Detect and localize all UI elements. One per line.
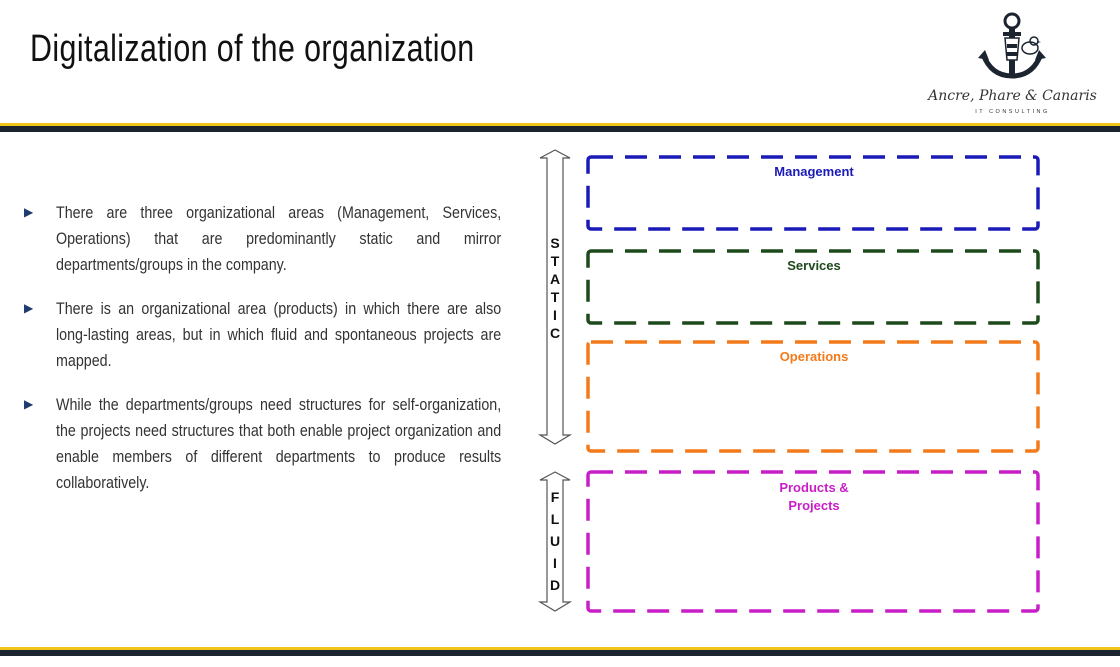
page-title: Digitalization of the organization [30,28,475,70]
triangle-right-icon: ▶ [24,397,34,411]
organization-diagram [530,140,1060,625]
operations-label: Operations [779,349,849,364]
company-logo [920,8,1105,120]
static-letter: I [553,307,557,323]
anchor-lighthouse-canary-icon [975,8,1050,83]
bullet-text: There are three organizational areas (Management, Services, Operations) that are predominantly static and mirror departments/groups in the company. [56,203,502,274]
bullet-text: While the departments/groups need structures for self-organization, the projects need structures that both enable project organization and enable members of different departments to produce results collaboratively. [56,395,502,492]
fluid-letter: U [549,533,561,549]
static-letter: S [550,235,560,251]
fluid-letter: F [550,489,560,505]
static-letter: C [549,325,561,341]
bullet-text: There is an organizational area (products) in which there are also long-lasting areas, but in which fluid and spontaneous projects are mapped. [56,299,502,370]
products-label-line1: Products & [779,480,849,495]
footer-rule [0,647,1120,656]
fluid-letter: L [550,511,560,527]
bullet-item [24,296,504,374]
bullet-item [24,200,504,278]
triangle-right-icon: ▶ [24,205,34,219]
products-label-line2: Projects [788,498,840,513]
static-group [540,150,570,444]
services-label: Services [787,258,841,273]
fluid-group [540,472,570,611]
area-services [588,251,1038,323]
triangle-right-icon: ▶ [24,301,34,315]
rule-dark-line [0,650,1120,656]
rule-dark-line [0,126,1120,132]
fluid-letter: I [553,555,557,571]
logo-tagline: IT CONSULTING [975,109,1050,115]
static-letter: A [549,271,561,287]
area-products-projects [588,472,1038,611]
area-operations [588,342,1038,451]
header-rule [0,123,1120,132]
logo-brand-text: Ancre, Phare & Canaris [928,88,1097,104]
area-management [588,157,1038,229]
bullet-item [24,392,504,496]
static-letter: T [550,289,560,305]
fluid-letter: D [549,577,561,593]
bullet-list [24,200,504,514]
static-letter: T [550,253,560,269]
management-label: Management [774,164,854,179]
